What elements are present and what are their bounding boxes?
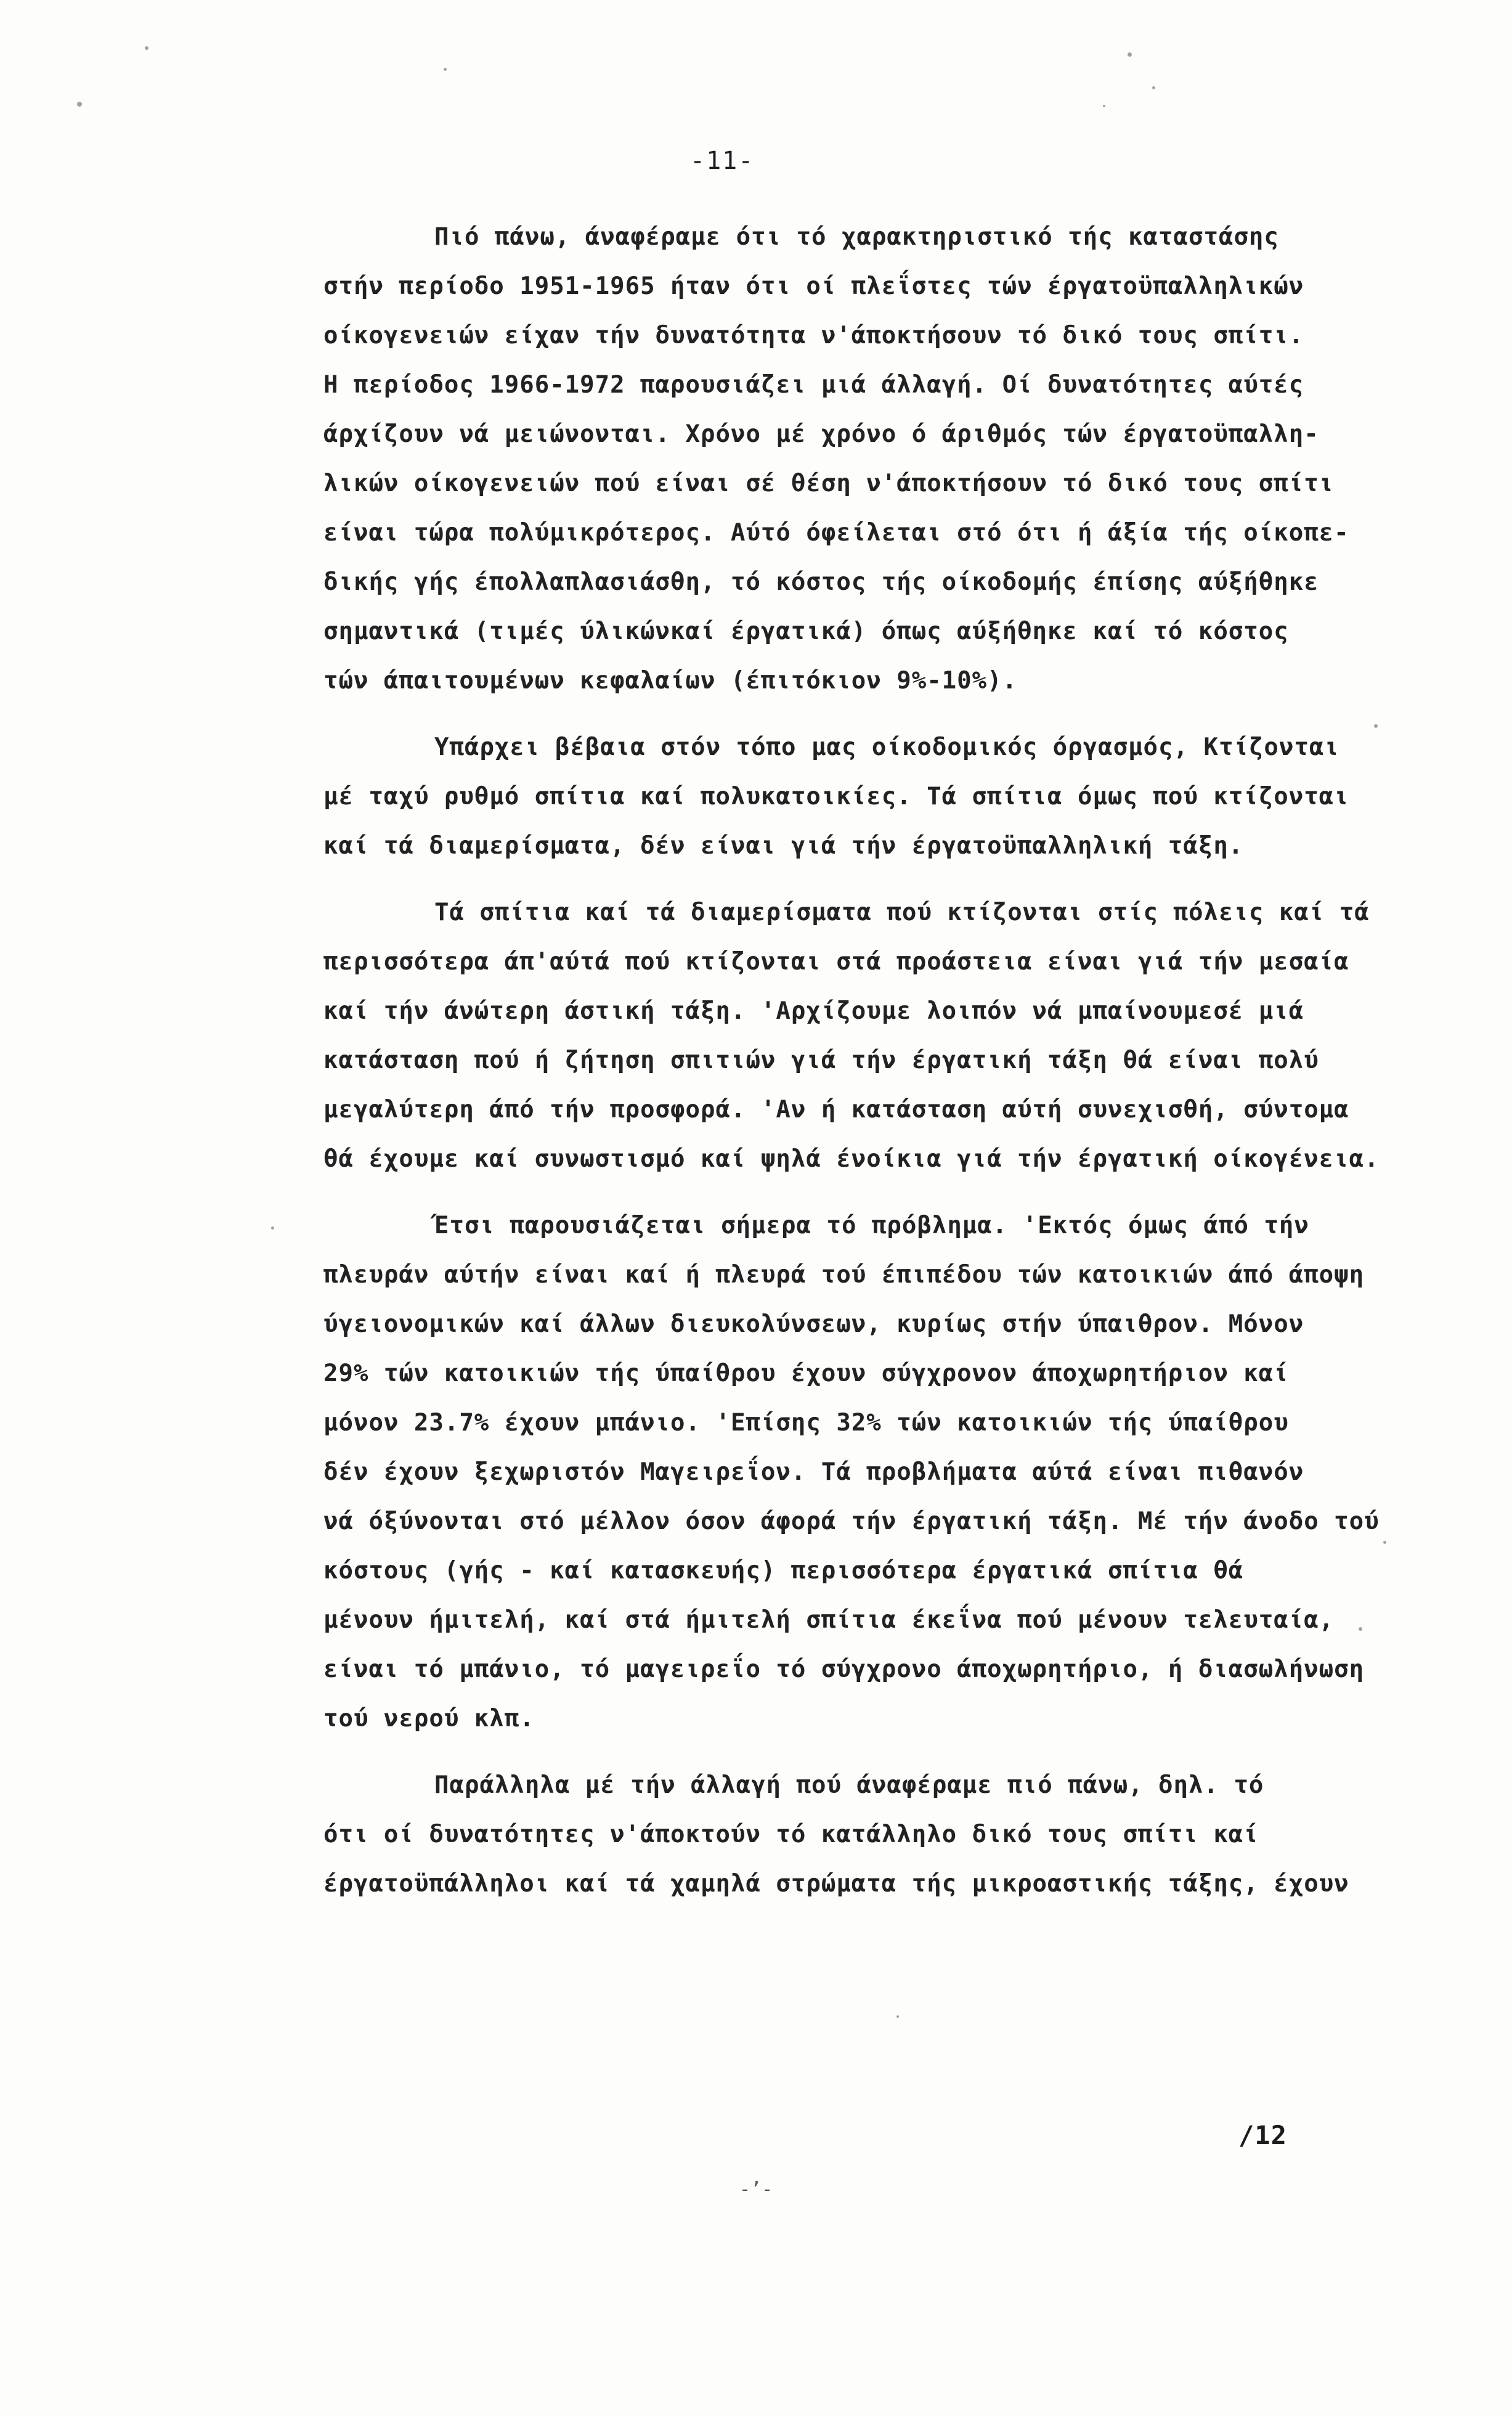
text-line: περισσότερα άπ'αύτά πού κτίζονται στά προάστεια είναι γιά τήν μεσαία — [323, 948, 1349, 976]
paragraph-2 — [323, 723, 1399, 871]
text-line: λικών οίκογενειών πού είναι σέ θέση ν'άποκτήσουν τό δικό τους σπίτι — [323, 470, 1335, 497]
text-line: στήν περίοδο 1951-1965 ήταν ότι οί πλεΐστες τών έργατοϋπαλληλικών — [323, 272, 1304, 300]
text-line: θά έχουμε καί συνωστισμό καί ψηλά ένοίκια γιά τήν έργατική οίκογένεια. — [323, 1145, 1380, 1173]
text-line: δέν έχουν ξεχωριστόν Μαγειρεΐον. Τά προβλήματα αύτά είναι πιθανόν — [323, 1458, 1304, 1486]
bottom-mark: -ʼ- — [739, 2179, 773, 2200]
text-line: πλευράν αύτήν είναι καί ή πλευρά τού έπιπέδου τών κατοικιών άπό άποψη — [323, 1261, 1365, 1289]
text-line: ύγειονομικών καί άλλων διευκολύνσεων, κυρίως στήν ύπαιθρον. Μόνον — [323, 1310, 1304, 1338]
paragraph-1 — [323, 213, 1399, 706]
text-line: δικής γής έπολλαπλασιάσθη, τό κόστος τής οίκοδομής έπίσης αύξήθηκε — [323, 568, 1319, 596]
text-line: μόνον 23.7% έχουν μπάνιο. 'Επίσης 32% τών κατοικιών τής ύπαίθρου — [323, 1409, 1289, 1437]
text-line: μένουν ήμιτελή, καί στά ήμιτελή σπίτια έκεΐνα πού μένουν τελευταία, — [323, 1606, 1335, 1634]
text-line: ότι οί δυνατότητες ν'άποκτούν τό κατάλληλο δικό τους σπίτι καί — [323, 1821, 1259, 1848]
text-line: Τά σπίτια καί τά διαμερίσματα πού κτίζονται στίς πόλεις καί τά — [434, 899, 1370, 926]
text-line: 29% τών κατοικιών τής ύπαίθρου έχουν σύγχρονον άποχωρητήριον καί — [323, 1360, 1289, 1387]
noise-speck — [145, 46, 148, 50]
paragraph-gap — [323, 706, 1399, 723]
text-line: Πιό πάνω, άναφέραμε ότι τό χαρακτηριστικό τής καταστάσης — [434, 223, 1279, 251]
noise-speck — [1152, 86, 1155, 89]
paragraph-gap — [323, 871, 1399, 888]
text-line: τού νερού κλπ. — [323, 1705, 535, 1732]
text-line: κόστους (γής - καί κατασκευής) περισσότερα έργατικά σπίτια θά — [323, 1557, 1244, 1585]
noise-speck — [271, 1226, 274, 1230]
text-line: σημαντικά (τιμές ύλικώνκαί έργατικά) όπως αύξήθηκε καί τό κόστος — [323, 618, 1289, 645]
text-line: κατάσταση πού ή ζήτηση σπιτιών γιά τήν έργατική τάξη θά είναι πολύ — [323, 1047, 1319, 1074]
paragraph-4 — [323, 1201, 1399, 1744]
text-line: είναι τό μπάνιο, τό μαγειρεΐο τό σύγχρονο άποχωρητήριο, ή διασωλήνωση — [323, 1655, 1365, 1683]
body-text — [323, 213, 1399, 1909]
paragraph-5 — [323, 1761, 1399, 1909]
noise-speck — [1128, 52, 1132, 57]
noise-speck — [444, 68, 447, 71]
noise-speck — [1103, 105, 1105, 107]
page-number: -11- — [690, 147, 755, 175]
text-line: μέ ταχύ ρυθμό σπίτια καί πολυκατοικίες. Τά σπίτια όμως πού κτίζονται — [323, 783, 1349, 810]
continuation-page-ref: /12 — [1238, 2120, 1287, 2150]
paragraph-gap — [323, 1744, 1399, 1761]
text-line: μεγαλύτερη άπό τήν προσφορά. 'Αν ή κατάσταση αύτή συνεχισθή, σύντομα — [323, 1096, 1349, 1124]
paragraph-gap — [323, 1184, 1399, 1201]
text-line: άρχίζουν νά μειώνονται. Χρόνο μέ χρόνο ό άριθμός τών έργατοϋπαλλη- — [323, 420, 1319, 448]
text-line: Έτσι παρουσιάζεται σήμερα τό πρόβλημα. 'Εκτός όμως άπό τήν — [434, 1212, 1309, 1239]
text-line: είναι τώρα πολύμικρότερος. Αύτό όφείλεται στό ότι ή άξία τής οίκοπε- — [323, 519, 1349, 547]
text-line: καί τά διαμερίσματα, δέν είναι γιά τήν έργατοϋπαλληλική τάξη. — [323, 832, 1244, 860]
text-line: νά όξύνονται στό μέλλον όσον άφορά τήν έργατική τάξη. Μέ τήν άνοδο τού — [323, 1508, 1380, 1535]
text-line: τών άπαιτουμένων κεφαλαίων (έπιτόκιον 9%-10%). — [323, 667, 1018, 695]
noise-speck — [896, 2015, 899, 2018]
text-line: καί τήν άνώτερη άστική τάξη. 'Αρχίζουμε λοιπόν νά μπαίνουμεσέ μιά — [323, 997, 1304, 1025]
paragraph-3 — [323, 888, 1399, 1184]
text-line: Παράλληλα μέ τήν άλλαγή πού άναφέραμε πιό πάνω, δηλ. τό — [434, 1771, 1264, 1799]
text-line: οίκογενειών είχαν τήν δυνατότητα ν'άποκτήσουν τό δικό τους σπίτι. — [323, 322, 1304, 349]
text-line: έργατοϋπάλληλοι καί τά χαμηλά στρώματα τής μικροαστικής τάξης, έχουν — [323, 1870, 1349, 1898]
text-line: Υπάρχει βέβαια στόν τόπο μας οίκοδομικός όργασμός, Κτίζονται — [434, 733, 1339, 761]
noise-speck — [77, 102, 82, 107]
text-line: Η περίοδος 1966-1972 παρουσιάζει μιά άλλαγή. Οί δυνατότητες αύτές — [323, 371, 1304, 399]
